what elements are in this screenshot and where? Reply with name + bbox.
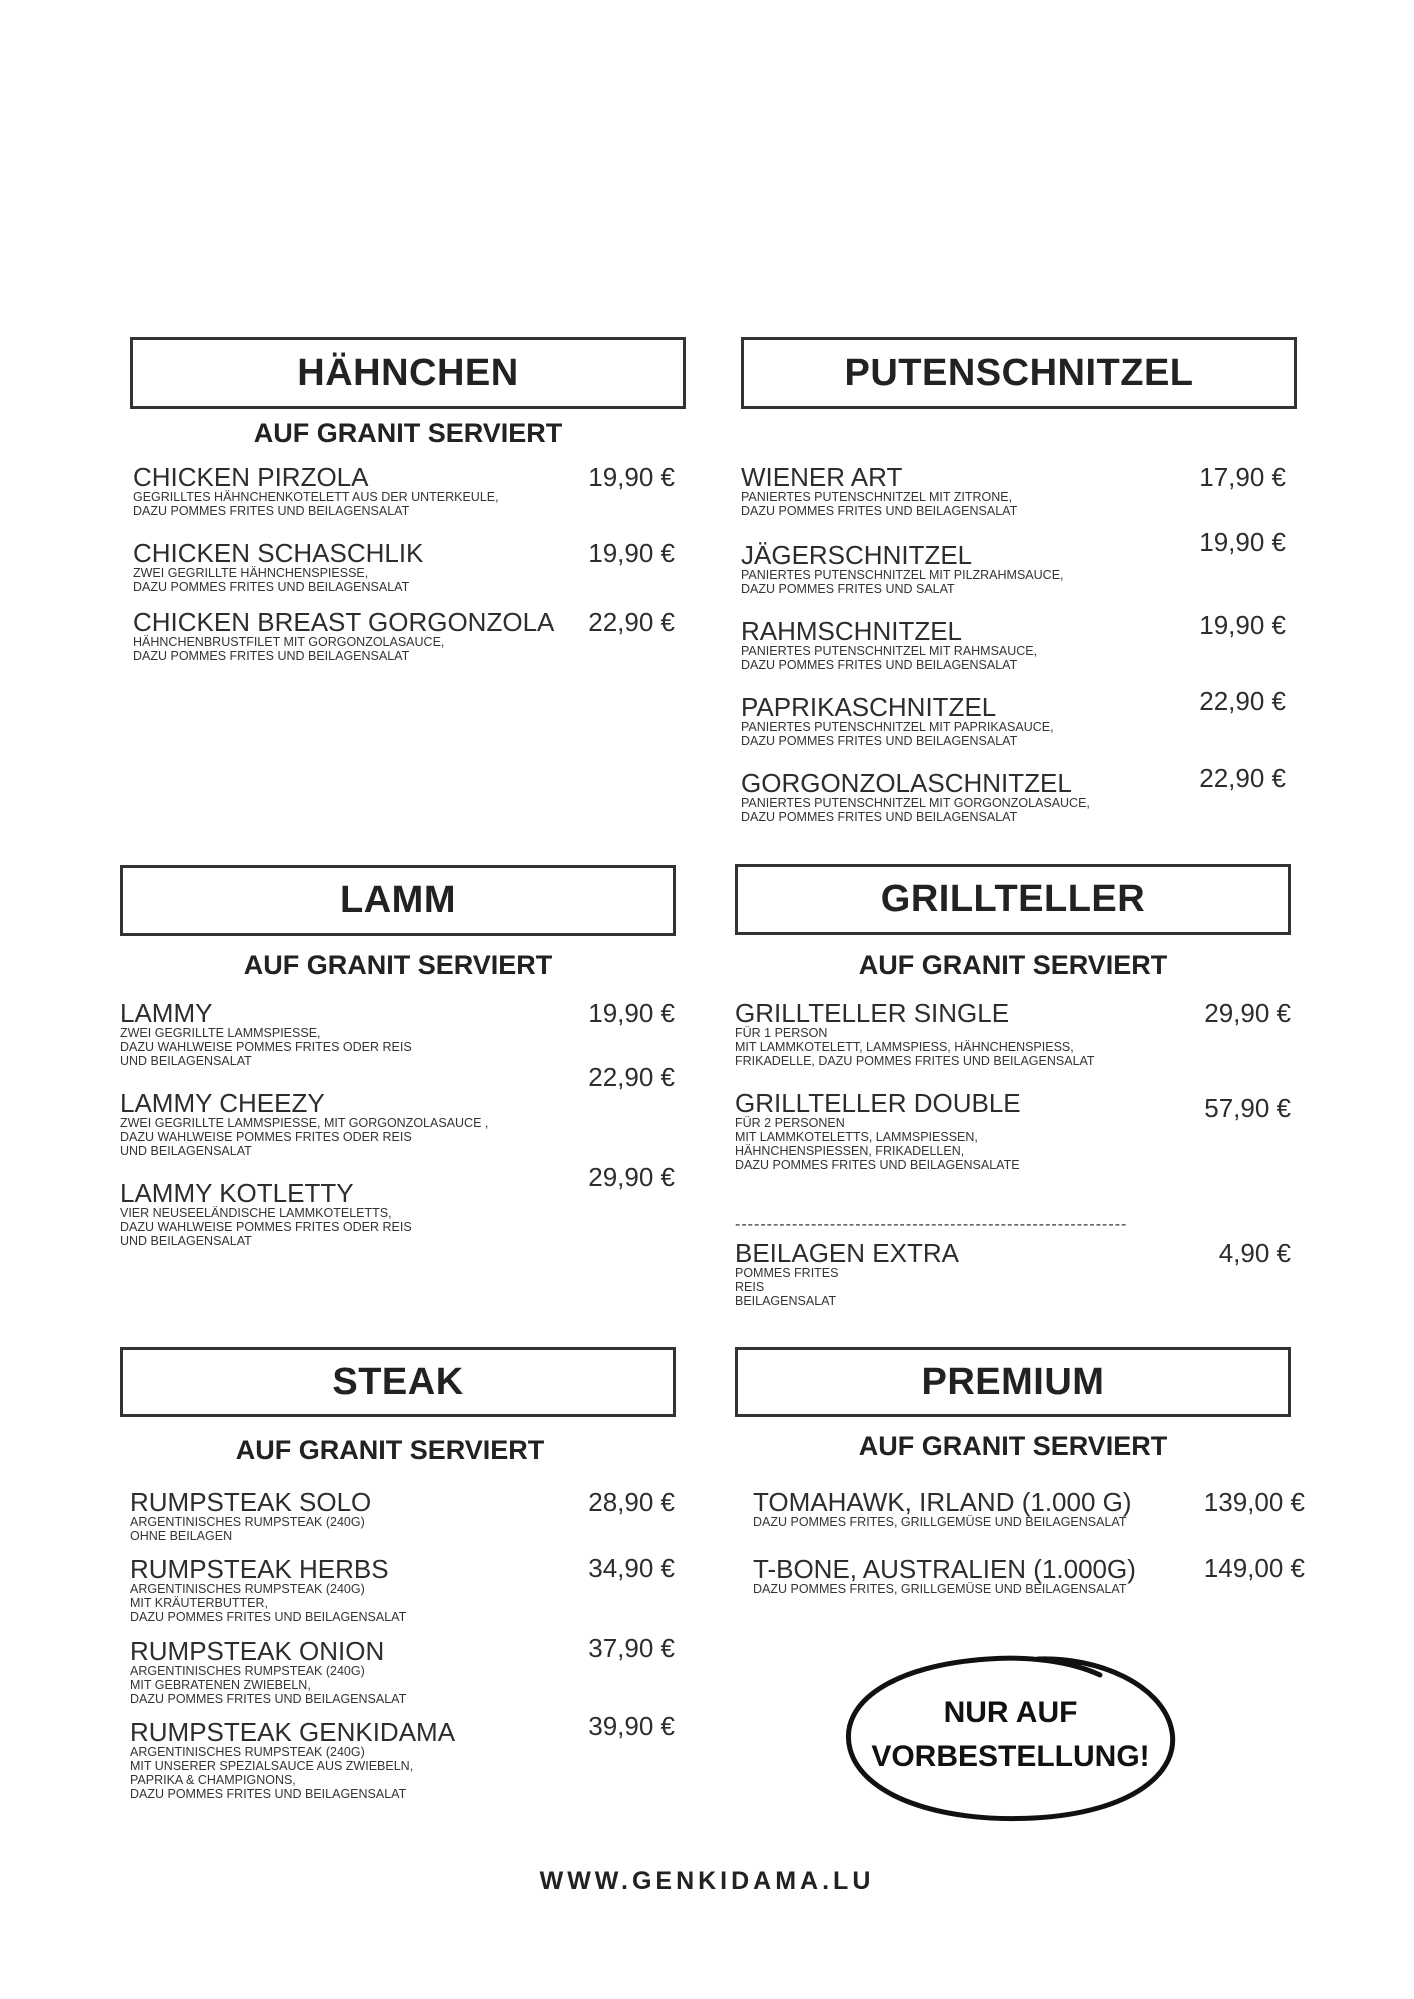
item-name: RAHMSCHNITZEL [741,616,963,646]
item-description: DAZU POMMES FRITES, GRILLGEMÜSE UND BEILAGENSALAT [753,1582,1127,1596]
item-name: RUMPSTEAK GENKIDAMA [130,1717,456,1747]
section-title-text: GRILLTELLER [880,878,1146,920]
item-description: ARGENTINISCHES RUMPSTEAK (240G) MIT KRÄUTERBUTTER, DAZU POMMES FRITES UND BEILAGENSALAT [130,1582,407,1624]
menu-item [120,1180,412,1248]
website-url[interactable]: WWW.GENKIDAMA.LU [539,1867,875,1895]
item-description: GEGRILLTES HÄHNCHENKOTELETT AUS DER UNTERKEULE, DAZU POMMES FRITES UND BEILAGENSALAT [133,490,499,518]
section-title-text: LAMM [340,879,456,921]
item-description: HÄHNCHENBRUSTFILET MIT GORGONZOLASAUCE, DAZU POMMES FRITES UND BEILAGENSALAT [133,635,445,663]
menu-item [133,464,499,518]
item-description: ZWEI GEGRILLTE LAMMSPIESSE, MIT GORGONZOLASAUCE , DAZU WAHLWEISE POMMES FRITES ODER REIS UND BEILAGENSALAT [120,1116,489,1158]
section-title-haehnchen [130,337,686,409]
menu-item [130,1489,371,1543]
menu-item [120,1000,412,1068]
item-price: 22,90 € [588,607,675,637]
item-price: 19,90 € [1199,527,1286,557]
item-description: ZWEI GEGRILLTE LAMMSPIESSE, DAZU WAHLWEISE POMMES FRITES ODER REIS UND BEILAGENSALAT [120,1026,412,1068]
section-title-text: HÄHNCHEN [297,351,519,394]
separator-line: -------------------------------------------------------------- [735,1216,1128,1233]
section-title-text: STEAK [332,1360,464,1403]
item-price: 4,90 € [1218,1238,1291,1268]
item-description: FÜR 1 PERSON MIT LAMMKOTELETT, LAMMSPIESS, HÄHNCHENSPIESS, FRIKADELLE, DAZU POMMES FRITES UND BEILAGENSALAT [735,1026,1095,1068]
section-title-putenschnitzel [741,337,1297,409]
item-description: VIER NEUSEELÄNDISCHE LAMMKOTELETTS, DAZU WAHLWEISE POMMES FRITES ODER REIS UND BEILAGENSALAT [120,1206,412,1248]
menu-item [130,1556,406,1624]
item-description: ARGENTINISCHES RUMPSTEAK (240G) MIT GEBRATENEN ZWIEBELN, DAZU POMMES FRITES UND BEILAGENSALAT [130,1664,407,1706]
section-subtitle-grillteller: AUF GRANIT SERVIERT [858,950,1168,980]
item-name: RUMPSTEAK SOLO [130,1487,372,1517]
item-description: ZWEI GEGRILLTE HÄHNCHENSPIESSE, DAZU POMMES FRITES UND BEILAGENSALAT [133,566,410,594]
item-name: TOMAHAWK, IRLAND (1.000 G) [753,1487,1132,1517]
section-title-grillteller [735,864,1291,935]
section-subtitle-haehnchen: AUF GRANIT SERVIERT [253,418,563,448]
section-title-premium [735,1347,1291,1417]
section-title-text: PUTENSCHNITZEL [844,351,1194,394]
item-name: T-BONE, AUSTRALIEN (1.000G) [753,1554,1136,1584]
item-description: PANIERTES PUTENSCHNITZEL MIT RAHMSAUCE, DAZU POMMES FRITES UND BEILAGENSALAT [741,644,1038,672]
menu-item [753,1556,1136,1596]
section-title-text: PREMIUM [921,1360,1105,1403]
item-name: CHICKEN SCHASCHLIK [133,538,424,568]
menu-item [753,1489,1132,1529]
menu-item [741,464,1017,518]
menu-item [741,694,1054,748]
menu-item [741,542,1064,596]
item-name: WIENER ART [741,462,903,492]
item-price: 22,90 € [1199,763,1286,793]
item-name: CHICKEN PIRZOLA [133,462,369,492]
item-name: GRILLTELLER DOUBLE [735,1088,1021,1118]
item-description: FÜR 2 PERSONEN MIT LAMMKOTELETTS, LAMMSPIESSEN, HÄHNCHENSPIESSEN, FRIKADELLEN, DAZU POMMES FRITES UND BEILAGENSALATE [735,1116,1020,1172]
item-name: PAPRIKASCHNITZEL [741,692,997,722]
item-price: 29,90 € [588,1162,675,1192]
menu-item [133,609,554,663]
item-description: PANIERTES PUTENSCHNITZEL MIT PILZRAHMSAUCE, DAZU POMMES FRITES UND SALAT [741,568,1064,596]
item-price: 57,90 € [1204,1093,1291,1123]
item-name: CHICKEN BREAST GORGONZOLA [133,607,555,637]
section-subtitle-premium: AUF GRANIT SERVIERT [858,1431,1168,1461]
item-price: 19,90 € [588,538,675,568]
item-price: 17,90 € [1199,462,1286,492]
item-price: 39,90 € [588,1711,675,1741]
item-name: LAMMY KOTLETTY [120,1178,354,1208]
item-price: 28,90 € [588,1487,675,1517]
item-price: 34,90 € [588,1553,675,1583]
menu-item [735,1240,959,1308]
item-name: RUMPSTEAK HERBS [130,1554,389,1584]
section-subtitle-steak: AUF GRANIT SERVIERT [235,1435,545,1465]
item-price: 19,90 € [588,462,675,492]
item-name: LAMMY CHEEZY [120,1088,325,1118]
menu-item [130,1638,406,1706]
item-name: RUMPSTEAK ONION [130,1636,385,1666]
item-price: 22,90 € [588,1062,675,1092]
menu-item [735,1090,1021,1172]
item-name: GORGONZOLASCHNITZEL [741,768,1072,798]
section-title-steak [120,1347,676,1417]
item-description: ARGENTINISCHES RUMPSTEAK (240G) OHNE BEILAGEN [130,1515,365,1543]
item-description: ARGENTINISCHES RUMPSTEAK (240G) MIT UNSERER SPEZIALSAUCE AUS ZWIEBELN, PAPRIKA & CHAMPIGNONS, DAZU POMMES FRITES UND BEILAGENSALAT [130,1745,414,1801]
menu-item [133,540,423,594]
menu-item [741,770,1090,824]
item-name: BEILAGEN EXTRA [735,1238,959,1268]
item-description: PANIERTES PUTENSCHNITZEL MIT ZITRONE, DAZU POMMES FRITES UND BEILAGENSALAT [741,490,1018,518]
item-name: GRILLTELLER SINGLE [735,998,1010,1028]
item-price: 19,90 € [588,998,675,1028]
menu-item [735,1000,1095,1068]
badge-line-2: VORBESTELLUNG! [871,1740,1150,1773]
item-price: 29,90 € [1204,998,1291,1028]
section-title-lamm [120,865,676,936]
section-subtitle-lamm: AUF GRANIT SERVIERT [243,950,553,980]
menu-item [120,1090,488,1158]
item-name: JÄGERSCHNITZEL [741,540,973,570]
menu-item [741,618,1037,672]
item-price: 22,90 € [1199,686,1286,716]
badge-line-1: NUR AUF [943,1696,1078,1729]
preorder-badge [838,1645,1183,1825]
menu-item [130,1719,455,1801]
item-description: PANIERTES PUTENSCHNITZEL MIT GORGONZOLASAUCE, DAZU POMMES FRITES UND BEILAGENSALAT [741,796,1090,824]
item-name: LAMMY [120,998,213,1028]
item-price: 149,00 € [1203,1553,1305,1583]
item-price: 139,00 € [1203,1487,1305,1517]
item-description: PANIERTES PUTENSCHNITZEL MIT PAPRIKASAUCE, DAZU POMMES FRITES UND BEILAGENSALAT [741,720,1054,748]
item-description: DAZU POMMES FRITES, GRILLGEMÜSE UND BEILAGENSALAT [753,1515,1127,1529]
item-price: 19,90 € [1199,610,1286,640]
item-price: 37,90 € [588,1633,675,1663]
item-description: POMMES FRITES REIS BEILAGENSALAT [735,1266,839,1308]
